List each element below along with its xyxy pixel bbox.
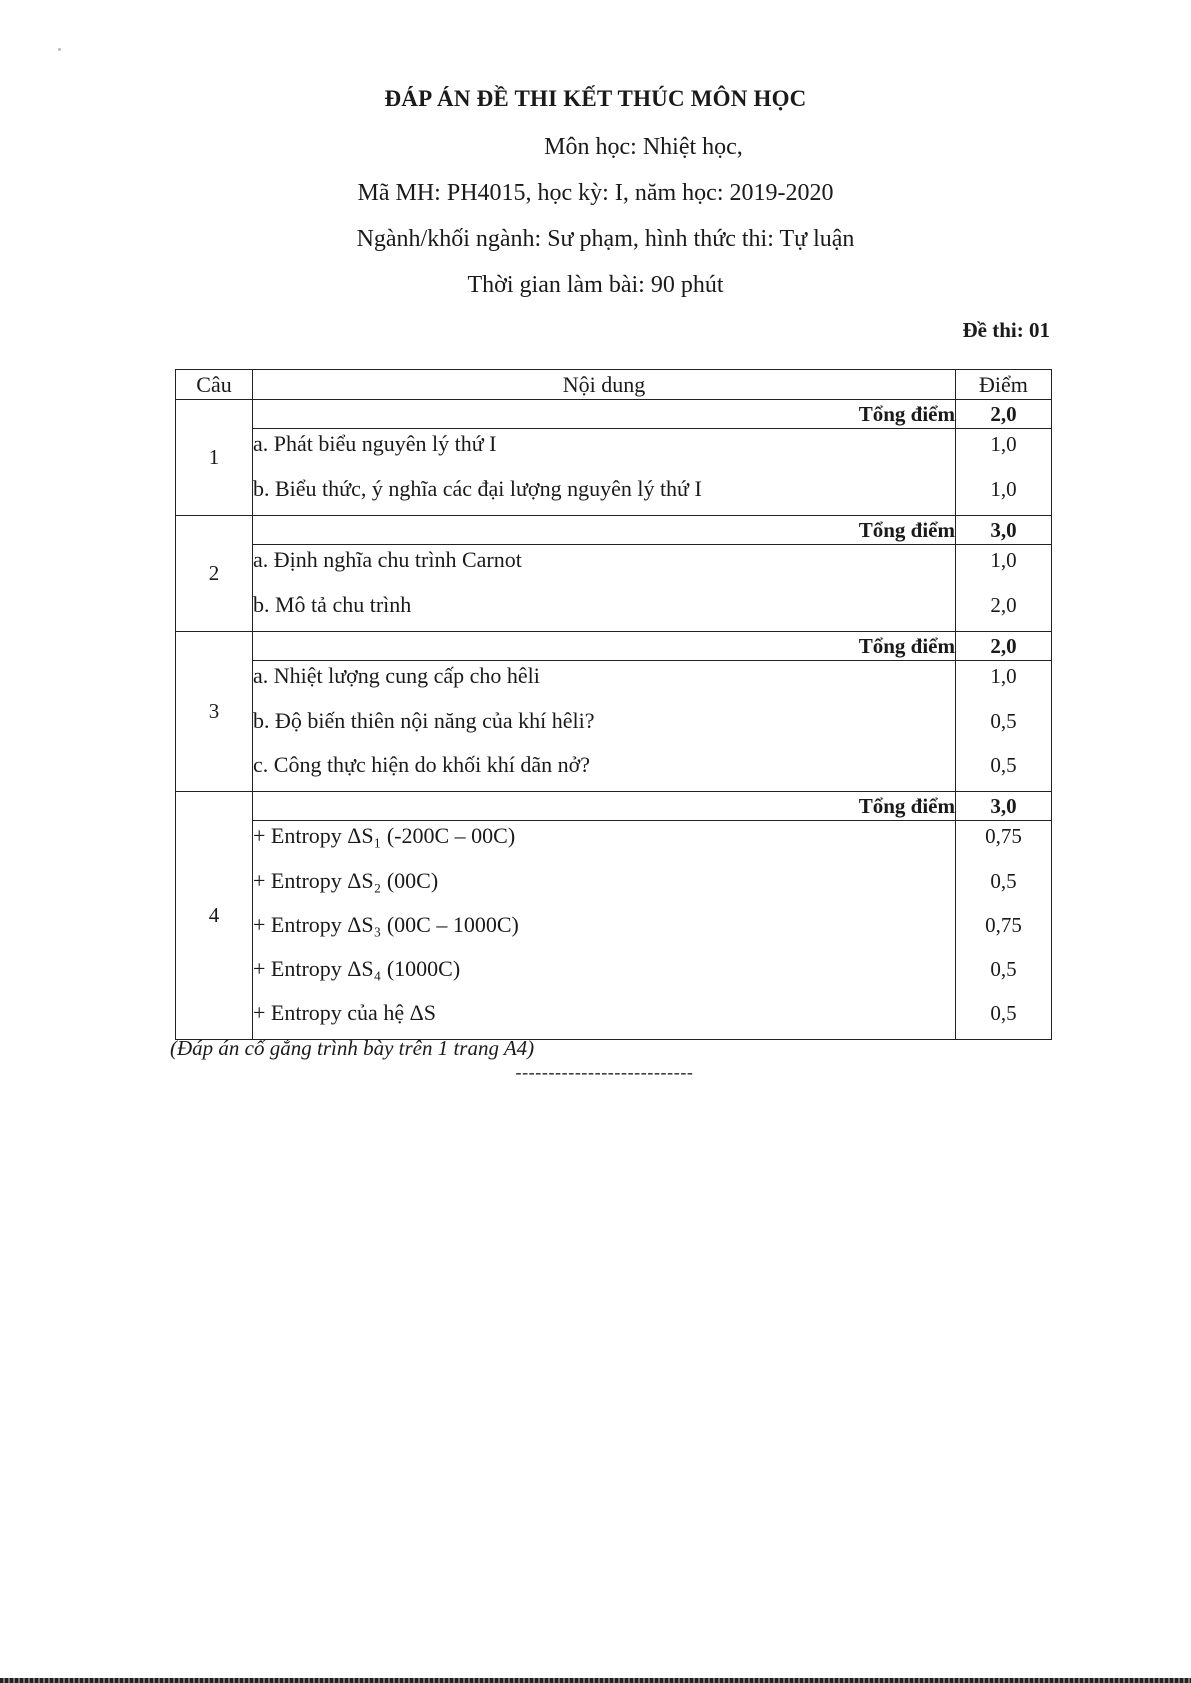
items-row-q1	[176, 429, 1052, 516]
question-number: 2	[176, 516, 253, 632]
header-question: Câu	[176, 370, 253, 400]
item-points: 0,5	[990, 709, 1017, 733]
question-number: 1	[176, 400, 253, 516]
header-content: Nội dung	[253, 370, 956, 400]
major-line: Ngành/khối ngành: Sư phạm, hình thức thi: Tự luận	[356, 226, 855, 252]
item-text: b. Biểu thức, ý nghĩa các đại lượng nguyên lý thứ I	[253, 476, 702, 501]
item-text: c. Công thực hiện do khối khí dãn nở?	[253, 752, 591, 777]
item-points: 0,75	[985, 913, 1022, 937]
item-points: 0,5	[990, 753, 1017, 777]
answer-table	[175, 369, 1052, 1040]
total-row-q2	[176, 516, 1052, 545]
item-text: b. Mô tả chu trình	[253, 592, 412, 617]
item-text: a. Nhiệt lượng cung cấp cho hêli	[253, 663, 540, 688]
item-text: + Entropy của hệ ΔS	[253, 1000, 436, 1025]
total-row-q4	[176, 792, 1052, 821]
total-points: 3,0	[956, 792, 1052, 821]
item-text: + Entropy ΔS₄ (1000C)	[253, 956, 461, 981]
item-points: 0,5	[990, 869, 1017, 893]
item-points: 0,5	[990, 1001, 1017, 1025]
total-label: Tổng điểm	[253, 400, 956, 429]
items-row-q2	[176, 545, 1052, 632]
item-text: + Entropy ΔS₁ (-200C – 00C)	[253, 823, 516, 848]
item-points: 1,0	[990, 477, 1017, 501]
item-text: a. Phát biểu nguyên lý thứ I	[253, 431, 497, 456]
course-code-line: Mã MH: PH4015, học kỳ: I, năm học: 2019-2020	[357, 180, 834, 206]
header-points: Điểm	[956, 370, 1052, 400]
total-points: 3,0	[956, 516, 1052, 545]
item-points: 1,0	[990, 548, 1017, 572]
table-header-row	[176, 370, 1052, 400]
subject-line: Môn học: Nhiệt học,	[544, 134, 743, 160]
items-content	[253, 821, 956, 1040]
item-text: + Entropy ΔS₃ (00C – 1000C)	[253, 912, 519, 937]
items-points	[956, 545, 1052, 632]
item-text: b. Độ biến thiên nội năng của khí hêli?	[253, 708, 595, 733]
items-content	[253, 661, 956, 792]
total-points: 2,0	[956, 400, 1052, 429]
item-points: 1,0	[990, 432, 1017, 456]
items-content	[253, 429, 956, 516]
items-points	[956, 661, 1052, 792]
items-content	[253, 545, 956, 632]
document-title: ĐÁP ÁN ĐỀ THI KẾT THÚC MÔN HỌC	[384, 86, 807, 111]
total-label: Tổng điểm	[253, 516, 956, 545]
scan-speck	[58, 48, 61, 51]
total-row-q1	[176, 400, 1052, 429]
item-points: 2,0	[990, 593, 1017, 617]
end-divider: ---------------------------	[515, 1062, 694, 1082]
total-points: 2,0	[956, 632, 1052, 661]
duration-line: Thời gian làm bài: 90 phút	[467, 272, 724, 298]
scan-edge-border	[0, 1678, 1191, 1683]
item-points: 0,5	[990, 957, 1017, 981]
question-number: 3	[176, 632, 253, 792]
item-text: a. Định nghĩa chu trình Carnot	[253, 547, 522, 572]
total-label: Tổng điểm	[253, 632, 956, 661]
items-row-q3	[176, 661, 1052, 792]
footer-note: (Đáp án cố gắng trình bày trên 1 trang A4)	[170, 1036, 535, 1060]
question-number: 4	[176, 792, 253, 1040]
items-points	[956, 429, 1052, 516]
item-points: 1,0	[990, 664, 1017, 688]
total-row-q3	[176, 632, 1052, 661]
items-points	[956, 821, 1052, 1040]
total-label: Tổng điểm	[253, 792, 956, 821]
exam-code: Đề thi: 01	[962, 318, 1050, 342]
item-text: + Entropy ΔS₂ (00C)	[253, 868, 439, 893]
item-points: 0,75	[985, 824, 1022, 848]
items-row-q4	[176, 821, 1052, 1040]
